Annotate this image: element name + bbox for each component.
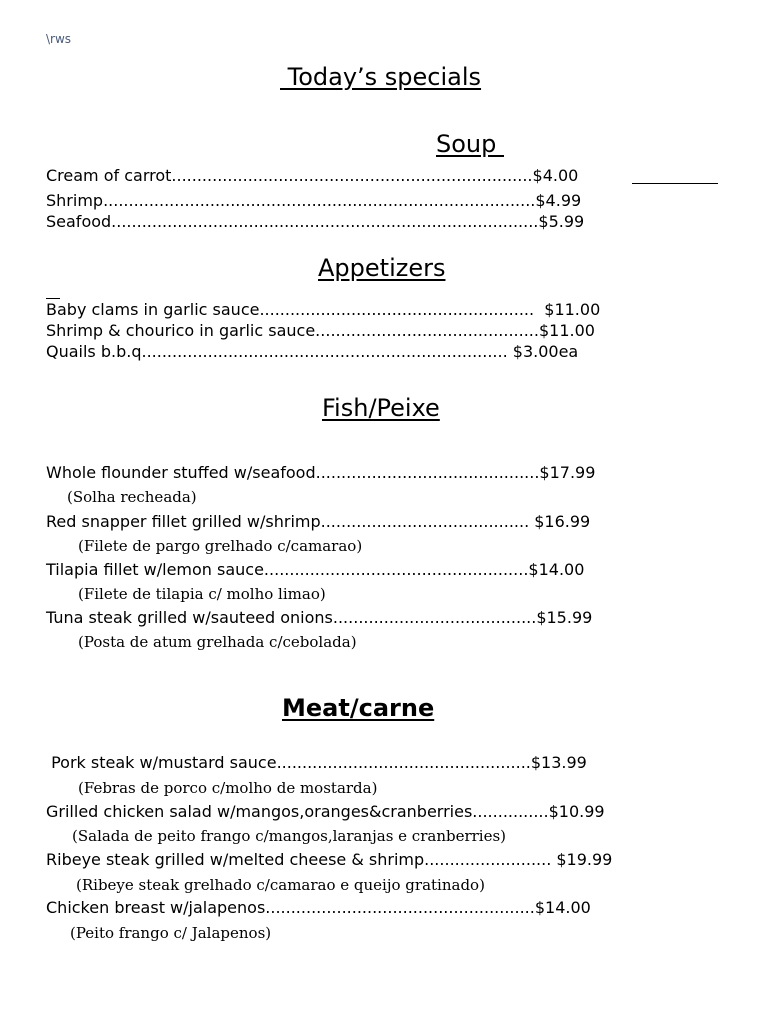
fish-item: Tilapia fillet w/lemon sauce....................................................$14.00 [46, 560, 585, 579]
meat-item: Chicken breast w/jalapenos.....................................................$14.00 [46, 898, 591, 917]
header-tag: \rws [46, 32, 72, 46]
meat-translation: (Peito frango c/ Jalapenos) [70, 924, 272, 942]
meat-heading: Meat/carne [282, 694, 435, 722]
appetizers-heading: Appetizers [318, 254, 446, 282]
appetizer-item: Baby clams in garlic sauce...................................................... $11.00 [46, 300, 601, 319]
meat-item: Grilled chicken salad w/mangos,oranges&cranberries...............$10.99 [46, 802, 605, 821]
page-title: Today’s specials [280, 63, 482, 91]
soup-item: Seafood....................................................................................$5.99 [46, 212, 585, 231]
underline-line [46, 298, 60, 299]
fish-translation: (Posta de atum grelhada c/cebolada) [78, 633, 357, 651]
fish-item: Whole flounder stuffed w/seafood............................................$17.99 [46, 463, 596, 482]
soup-item: Cream of carrot.......................................................................$4.00 [46, 166, 579, 185]
meat-translation: (Ribeye steak grelhado c/camarao e queijo gratinado) [76, 876, 485, 894]
fish-heading: Fish/Peixe [322, 394, 440, 422]
soup-heading: Soup [436, 130, 504, 158]
fish-item: Red snapper fillet grilled w/shrimp......................................... $16.99 [46, 512, 591, 531]
fish-item: Tuna steak grilled w/sauteed onions........................................$15.99 [46, 608, 593, 627]
meat-translation: (Salada de peito frango c/mangos,laranjas e cranberries) [72, 827, 507, 845]
underline-line [632, 183, 718, 184]
fish-translation: (Filete de tilapia c/ molho limao) [78, 585, 326, 603]
soup-item: Shrimp.....................................................................................$4.99 [46, 191, 582, 210]
meat-item: Ribeye steak grilled w/melted cheese & shrimp......................... $19.99 [46, 850, 613, 869]
fish-translation: (Solha recheada) [67, 488, 197, 506]
meat-translation: (Febras de porco c/molho de mostarda) [78, 779, 378, 797]
appetizer-item: Quails b.b.q........................................................................ $3.00ea [46, 342, 579, 361]
appetizer-item: Shrimp & chourico in garlic sauce............................................$11.00 [46, 321, 595, 340]
fish-translation: (Filete de pargo grelhado c/camarao) [78, 537, 363, 555]
meat-item: Pork steak w/mustard sauce..................................................$13.99 [46, 753, 587, 772]
